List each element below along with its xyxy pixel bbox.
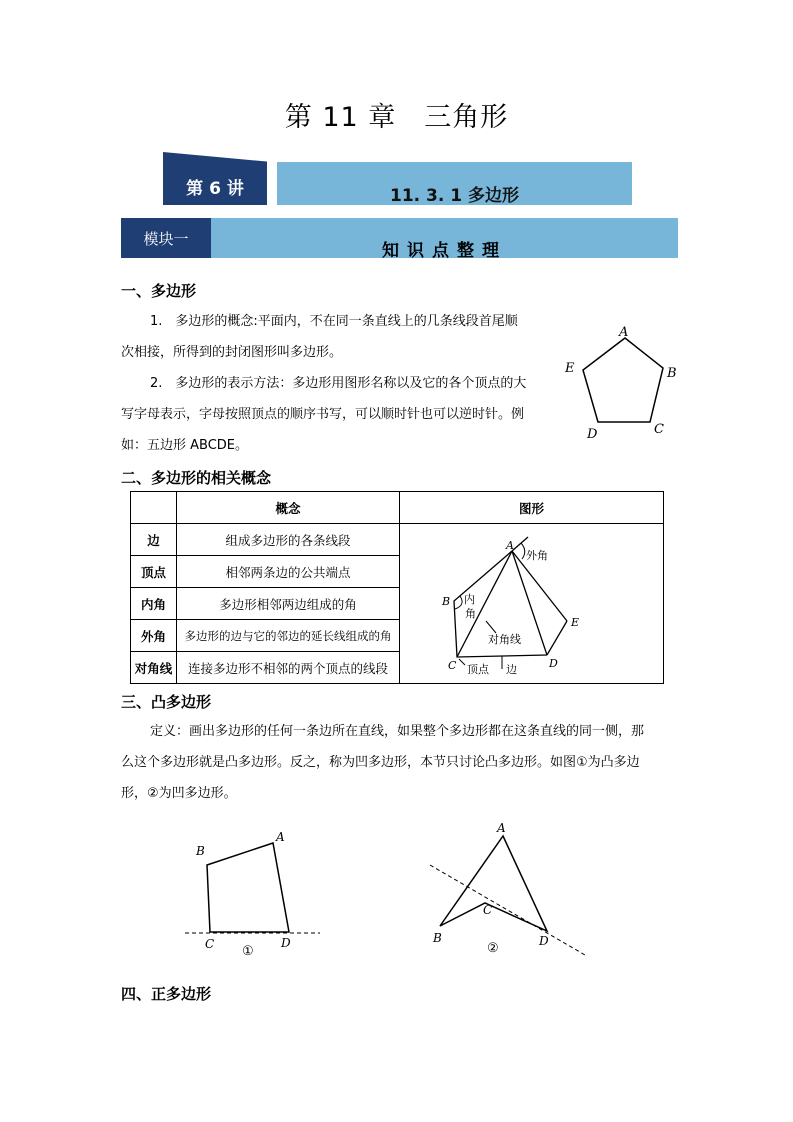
convex-quadrilateral [207, 843, 289, 932]
table-desc: 多边形相邻两边组成的角 [177, 588, 400, 620]
module-label: 模块一 [143, 230, 189, 248]
table-desc: 组成多边形的各条线段 [177, 524, 400, 556]
table-desc: 多边形的边与它的邻边的延长线组成的角 [177, 620, 400, 652]
lesson-title: 11. 3. 1 多边形 [390, 186, 519, 206]
section1-heading: 一、多边形 [121, 282, 197, 300]
fig2-label-c: C [483, 903, 493, 917]
pentagon-label-d: D [587, 427, 598, 442]
fig1-label-d: D [281, 936, 291, 950]
chapter-title: 第 11 章 三角形 [284, 102, 509, 133]
table-term: 边 [131, 524, 177, 556]
label-diagonal: 对角线 [487, 632, 521, 646]
table-row [131, 524, 664, 556]
fig1-label-c: C [205, 937, 215, 951]
concept-label-d: D [548, 656, 558, 670]
module-title: 知识点整理 [382, 241, 507, 261]
lecture-label: 第 6 讲 [186, 179, 244, 199]
concept-label-c: C [447, 658, 456, 672]
concept-label-b: B [441, 594, 450, 608]
pentagon-label-c: C [654, 422, 664, 437]
table-figure-cell [400, 524, 664, 684]
section3-heading: 三、凸多边形 [121, 693, 212, 711]
concept-side-ed [547, 621, 567, 655]
table-header-row [131, 492, 664, 524]
section3-line2: 么这个多边形就是凸多边形。反之，称为凹多边形，本节只讨论凸多边形。如图①为凸多边 [121, 755, 640, 770]
concave-figure [425, 818, 595, 963]
label-exterior-angle: 外角 [525, 548, 548, 562]
concepts-table [130, 491, 664, 684]
section3-line3: 形，②为凹多边形。 [121, 786, 237, 801]
interior-angle-arc [455, 596, 462, 609]
section1-item1-line2: 次相接，所得到的封闭图形叫多边形。 [121, 345, 343, 360]
pentagon-shape [583, 338, 663, 422]
fig2-label-b: B [433, 931, 442, 945]
concept-label-a: A [505, 538, 514, 552]
convex-figure [180, 825, 330, 960]
label-interior-angle-2: 角 [464, 606, 476, 620]
concave-dashed-line [430, 865, 585, 955]
table-header-figure: 图形 [400, 492, 664, 524]
fig1-caption: ① [242, 944, 254, 959]
concave-quadrilateral [440, 836, 547, 931]
fig2-label-d: D [539, 934, 549, 948]
fig1-label-b: B [196, 844, 205, 858]
section3-line1: 定义：画出多边形的任何一条边所在直线，如果整个多边形都在这条直线的同一侧，那 [150, 724, 645, 739]
section1-item2-line1: 2. 多边形的表示方法：多边形用图形名称以及它的各个顶点的大 [150, 376, 527, 391]
table-header-blank [131, 492, 177, 524]
label-vertex: 顶点 [466, 662, 489, 676]
table-term: 内角 [131, 588, 177, 620]
fig1-label-a: A [276, 830, 285, 844]
section2-heading: 二、多边形的相关概念 [121, 469, 272, 487]
table-term: 外角 [131, 620, 177, 652]
label-side: 边 [505, 662, 517, 676]
pentagon-label-a: A [619, 325, 629, 340]
pentagon-figure [555, 320, 695, 445]
table-header-concept: 概念 [177, 492, 400, 524]
table-desc: 连接多边形不相邻的两个顶点的线段 [177, 652, 400, 684]
section1-item2-line2: 写字母表示，字母按照顶点的顺序书写，可以顺时针也可以逆时针。例 [121, 407, 525, 422]
pentagon-label-b: B [667, 366, 677, 381]
section4-heading: 四、正多边形 [121, 985, 212, 1003]
fig2-caption: ② [487, 941, 499, 956]
exterior-angle-arc [521, 543, 525, 559]
label-interior-angle-1: 内 [463, 592, 475, 606]
pentagon-label-e: E [565, 361, 575, 376]
polygon-concepts-figure [412, 529, 652, 679]
section1-item2-line3: 如：五边形 ABCDE。 [121, 438, 249, 453]
table-term: 顶点 [131, 556, 177, 588]
section1-item1-line1: 1. 多边形的概念:平面内，不在同一条直线上的几条线段首尾顺 [150, 314, 518, 329]
diagonal-pointer [486, 621, 496, 633]
table-desc: 相邻两条边的公共端点 [177, 556, 400, 588]
vertex-pointer [459, 659, 465, 665]
table-term: 对角线 [131, 652, 177, 684]
fig2-label-a: A [497, 821, 506, 835]
concept-label-e: E [570, 615, 579, 629]
